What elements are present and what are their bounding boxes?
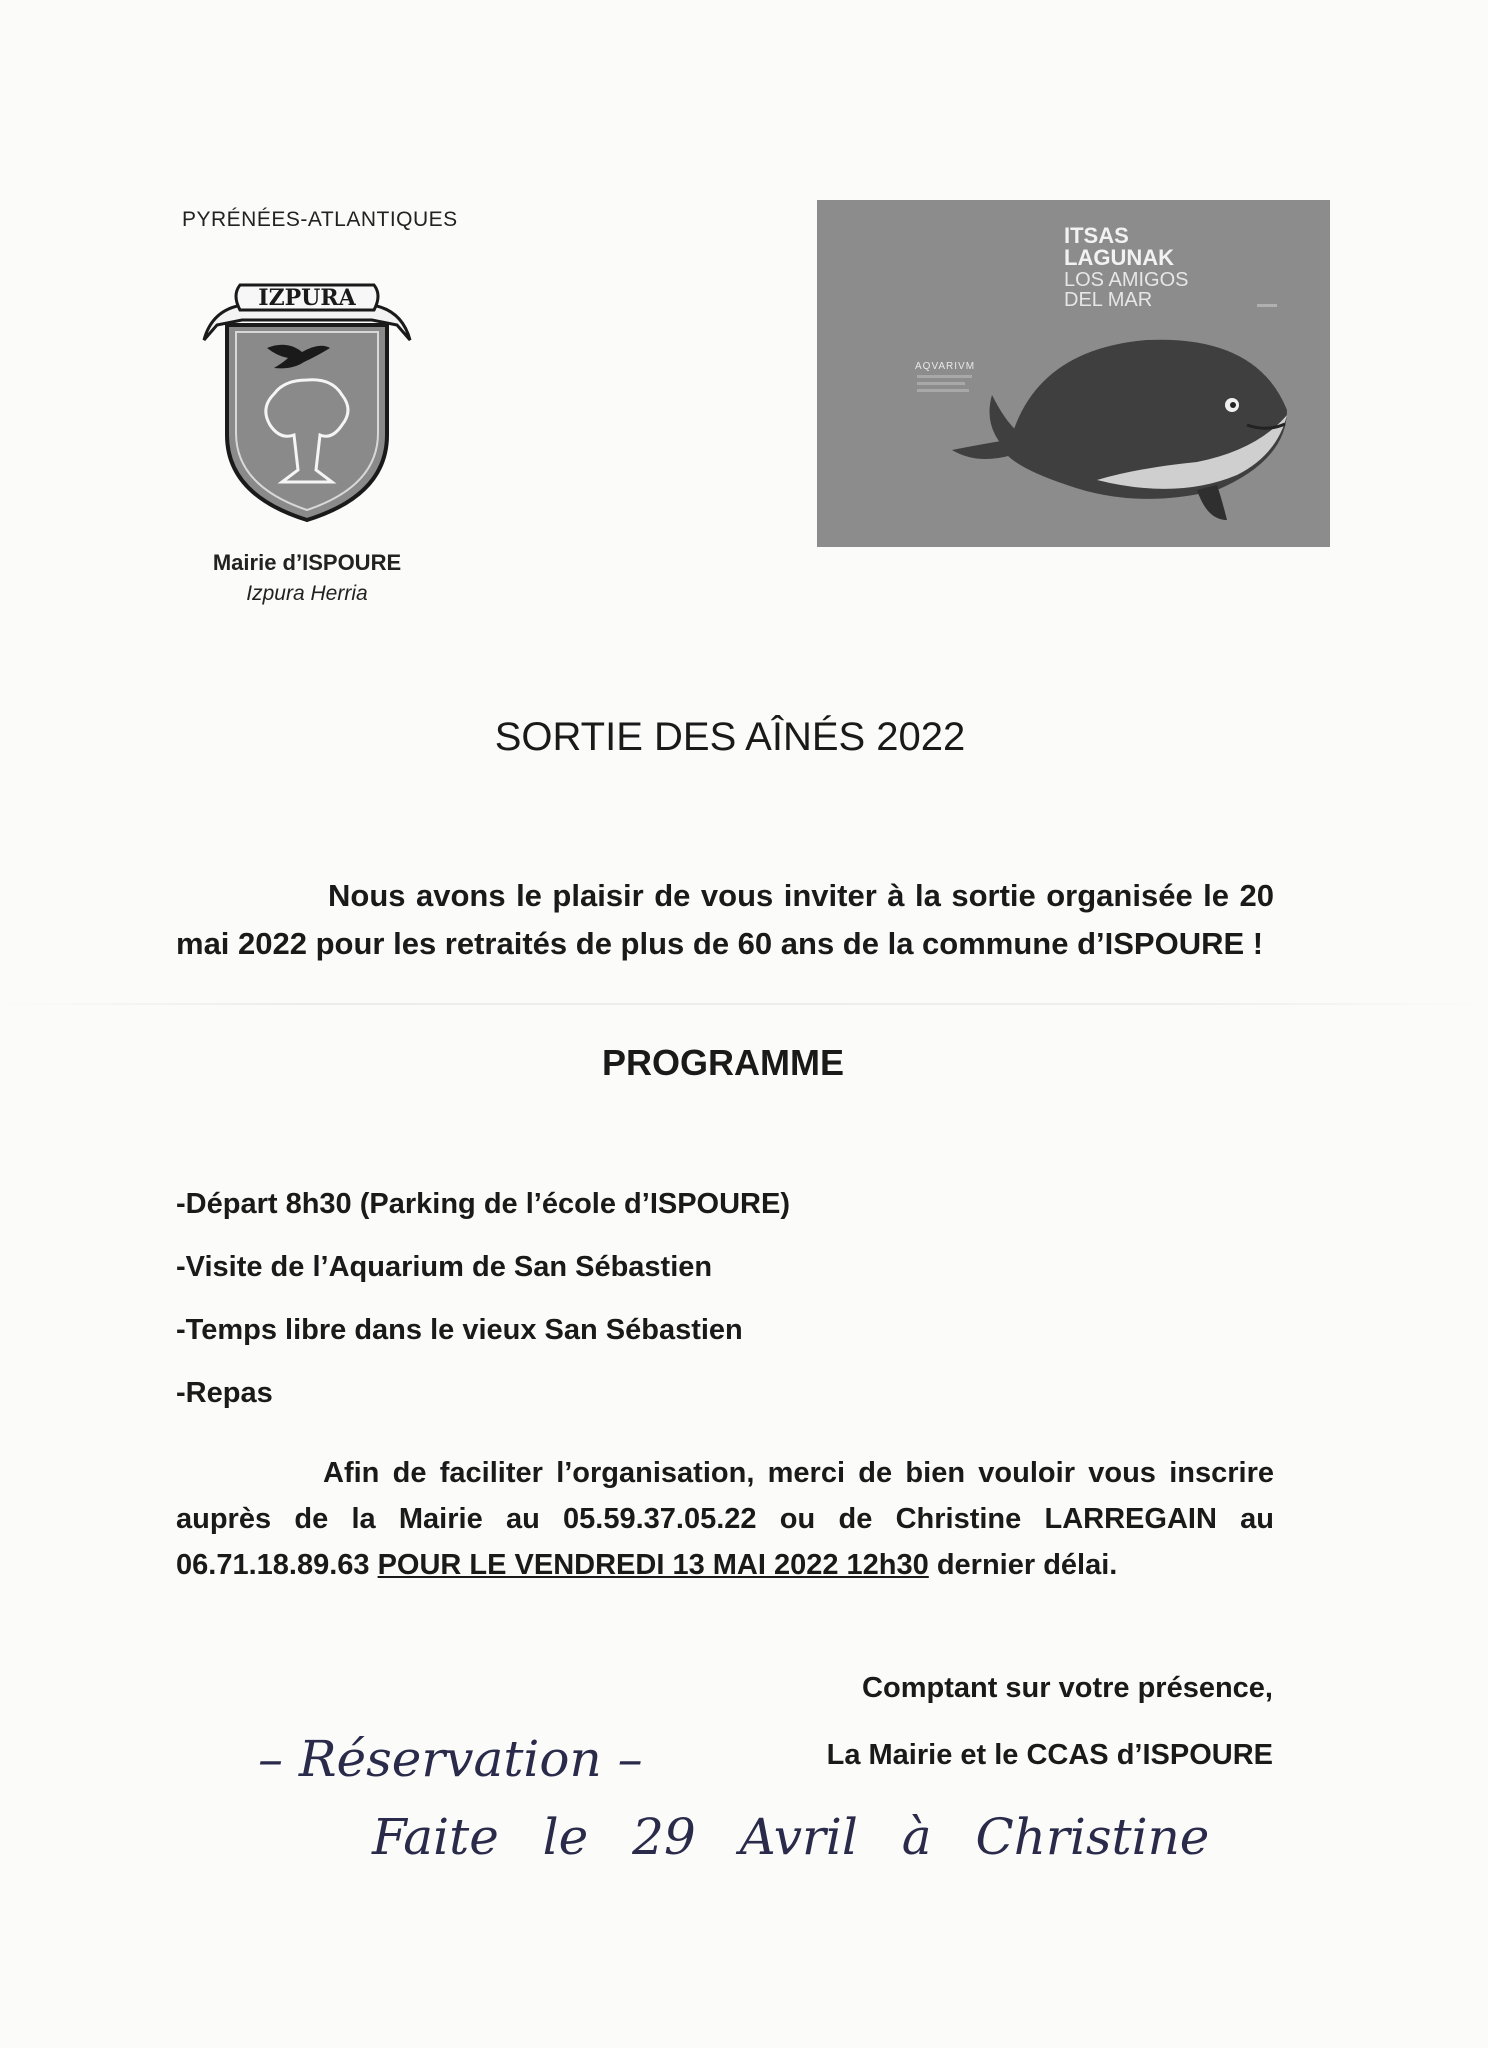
registration-paragraph xyxy=(176,1450,1274,1588)
poster-subtitle-1: LOS AMIGOS xyxy=(1064,269,1189,291)
closing-line: Comptant sur votre présence, xyxy=(862,1672,1273,1704)
registration-deadline: POUR LE VENDREDI 13 MAI 2022 12h30 xyxy=(377,1549,929,1581)
poster-logo: AQVARIVM xyxy=(915,361,976,372)
intro-text: Nous avons le plaisir de vous inviter à la sortie organisée le 20 mai 2022 pour les retraités de plus de 60 ans de la commune d’ISPOURE ! xyxy=(176,878,1274,961)
poster-title-1: ITSAS xyxy=(1064,223,1129,248)
registration-text: Afin de faciliter l’organisation, merci de bien vouloir vous inscrire auprès de la Mairie au 05.59.37.05.22 ou de Christine LARREGAIN au 06.71.18.89.63 xyxy=(176,1457,1274,1581)
poster-title-2: LAGUNAK xyxy=(1064,245,1174,270)
handwritten-note-reservation: – Réservation – xyxy=(258,1730,643,1788)
crest-banner-text: IZPURA xyxy=(258,285,356,311)
coat-of-arms xyxy=(192,270,422,530)
programme-item-temps-libre: -Temps libre dans le vieux San Sébastien xyxy=(176,1314,743,1346)
programme-item-depart: -Départ 8h30 (Parking de l’école d’ISPOURE) xyxy=(176,1188,790,1220)
herria-name: Izpura Herria xyxy=(246,582,368,605)
paper-fold xyxy=(0,1003,1488,1005)
programme-item-repas: -Repas xyxy=(176,1377,273,1409)
programme-heading: PROGRAMME xyxy=(602,1042,844,1083)
page-title: SORTIE DES AÎNÉS 2022 xyxy=(494,715,966,759)
department-label: PYRÉNÉES-ATLANTIQUES xyxy=(182,208,458,231)
mairie-name: Mairie d’ISPOURE xyxy=(212,550,402,575)
intro-paragraph xyxy=(176,872,1274,968)
aquarium-poster xyxy=(817,200,1330,547)
poster-subtitle-2: DEL MAR xyxy=(1064,289,1153,311)
signature-line: La Mairie et le CCAS d’ISPOURE xyxy=(826,1739,1273,1771)
programme-item-aquarium: -Visite de l’Aquarium de San Sébastien xyxy=(176,1251,713,1283)
handwritten-note-date: Faite le 29 Avril à Christine xyxy=(372,1808,1210,1866)
registration-text-end: dernier délai. xyxy=(928,1549,1118,1581)
